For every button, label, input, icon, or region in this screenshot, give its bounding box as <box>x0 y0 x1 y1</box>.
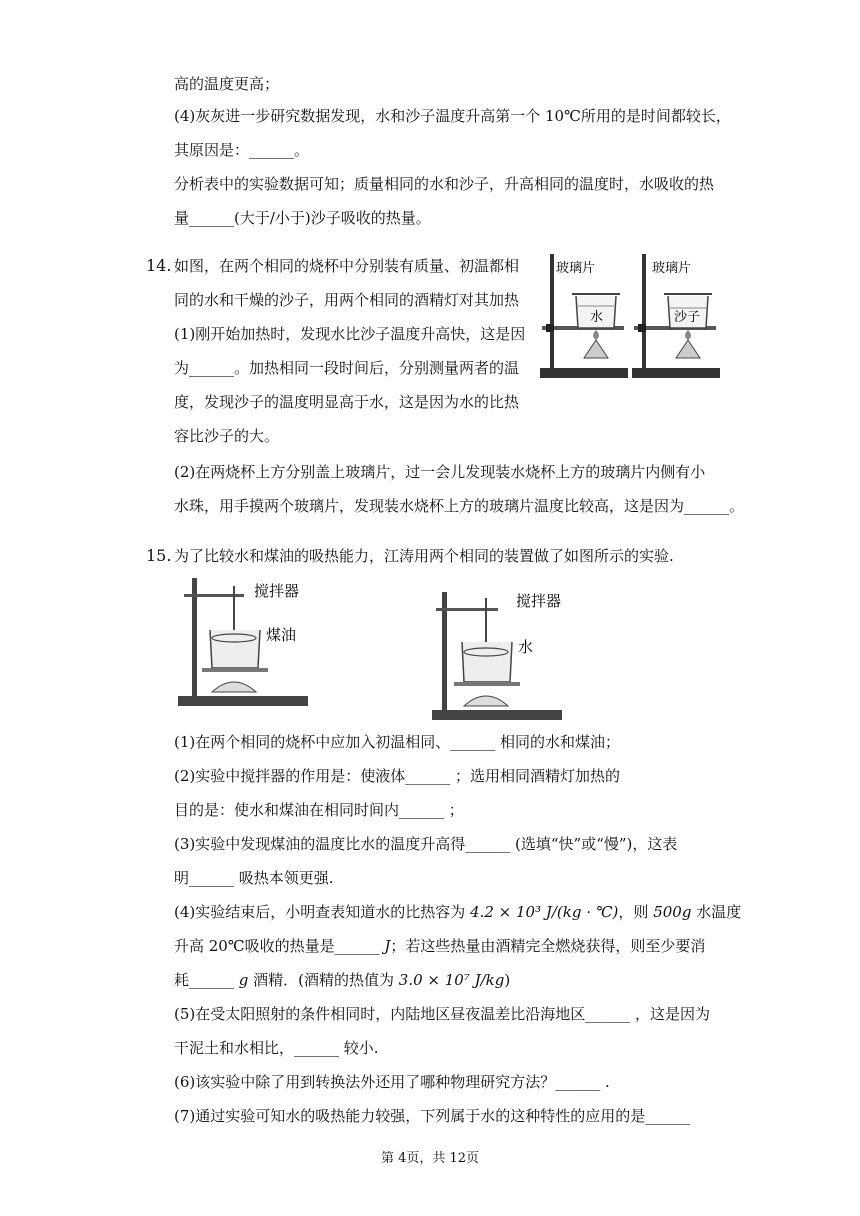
q14-left-content: 水 <box>590 310 604 325</box>
q15-sub-4a <box>174 902 741 922</box>
q13-line-2: (4)灰灰进一步研究数据发现，水和沙子温度升高第一个 10℃所用的是时间都较长， <box>174 107 731 125</box>
q15-sub-3b: 明______ 吸热本领更强. <box>174 869 334 887</box>
q15-sub-4b <box>174 936 705 956</box>
q15-sub-7: (7)通过实验可知水的吸热能力较强，下列属于水的这种特性的应用的是______ <box>174 1107 691 1125</box>
page-footer: 第 4页，共 12页 <box>380 1151 480 1166</box>
q15-sub-4c <box>174 970 510 990</box>
q15-mass-expr: 500g <box>653 903 692 921</box>
q14-right-content: 沙子 <box>674 310 701 325</box>
q15-unit-joule: J <box>384 937 391 955</box>
q13-line-3: 其原因是：______。 <box>174 141 310 159</box>
q15-sub-4c-mid: 酒精．(酒精的热值为 <box>248 971 399 989</box>
q14-line-6: 容比沙子的大。 <box>174 427 280 445</box>
q15-left-label-liquid: 煤油 <box>266 626 297 644</box>
q15-sub-4a-post: 水温度 <box>691 903 742 921</box>
q14-line-3: (1)刚开始加热时，发现水比沙子温度升高快，这是因 <box>174 325 526 343</box>
q14-line-8: 水珠，用手摸两个玻璃片，发现装水烧杯上方的玻璃片温度比较高，这是因为______。 <box>174 497 745 515</box>
q14-line-7: (2)在两烧杯上方分别盖上玻璃片，过一会儿发现装水烧杯上方的玻璃片内侧有小 <box>174 463 706 481</box>
q15-figure-left <box>172 572 322 712</box>
q15-heat-value-expr: 3.0 × 10⁷ J/kg <box>398 971 505 989</box>
q14-figure <box>536 248 726 388</box>
q13-line-4: 分析表中的实验数据可知；质量相同的水和沙子，升高相同的温度时，水吸收的热 <box>174 175 715 193</box>
q13-line-5: 量______(大于/小于)沙子吸收的热量。 <box>174 209 431 227</box>
q15-sub-4a-mid: ，则 <box>618 903 654 921</box>
q13-line-1: 高的温度更高； <box>174 75 280 93</box>
q15-right-label-stirrer: 搅拌器 <box>516 592 562 610</box>
q14-line-4: 为______。加热相同一段时间后，分别测量两者的温 <box>174 359 520 377</box>
q14-line-5: 度，发现沙子的温度明显高于水，这是因为水的比热 <box>174 393 520 411</box>
q15-sub-2a: (2)实验中搅拌器的作用是：使液体______ ；选用相同酒精灯加热的 <box>174 767 621 785</box>
q14-right-label: 玻璃片 <box>652 261 692 276</box>
q15-sub-3a: (3)实验中发现煤油的温度比水的温度升高得______ (选填“快”或“慢”)，这表 <box>174 835 678 853</box>
q15-sub-5a: (5)在受太阳照射的条件相同时，内陆地区昼夜温差比沿海地区______ ，这是因为 <box>174 1005 711 1023</box>
q15-number: 15. <box>146 546 172 565</box>
q15-left-label-stirrer: 搅拌器 <box>254 582 300 600</box>
q15-sub-4c-pre: 耗______ <box>174 971 239 989</box>
q15-unit-gram: g <box>238 971 249 989</box>
q15-sub-4c-post: ) <box>504 971 511 989</box>
q14-line-2: 同的水和干燥的沙子，用两个相同的酒精灯对其加热 <box>174 291 520 309</box>
q15-sub-6: (6)该实验中除了用到转换法外还用了哪种物理研究方法？______ . <box>174 1073 610 1091</box>
q14-apparatus-water <box>540 254 628 378</box>
q14-apparatus-sand <box>632 254 720 378</box>
q15-specific-heat-expr: 4.2 × 10³ J/(kg · ℃) <box>470 903 619 921</box>
q15-sub-5b: 干泥土和水相比，______ 较小. <box>174 1039 379 1057</box>
q15-sub-4b-pre: 升高 20℃吸收的热量是______ <box>174 937 385 955</box>
q15-figure-right <box>428 586 578 726</box>
q15-sub-4a-pre: (4)实验结束后，小明查表知道水的比热容为 <box>174 903 471 921</box>
q15-sub-2b: 目的是：使水和煤油在相同时间内______ ； <box>174 801 464 819</box>
q14-left-label: 玻璃片 <box>556 261 596 276</box>
q15-sub-1: (1)在两个相同的烧杯中应加入初温相同、______ 相同的水和煤油； <box>174 733 621 751</box>
q15-sub-4b-post: ；若这些热量由酒精完全燃烧获得，则至少要消 <box>390 937 706 955</box>
q15-intro: 为了比较水和煤油的吸热能力，江涛用两个相同的装置做了如图所示的实验. <box>174 547 674 565</box>
q14-number: 14. <box>146 256 172 275</box>
q15-right-label-liquid: 水 <box>518 638 534 656</box>
q14-line-1: 如图，在两个相同的烧杯中分别装有质量、初温都相 <box>174 257 520 275</box>
